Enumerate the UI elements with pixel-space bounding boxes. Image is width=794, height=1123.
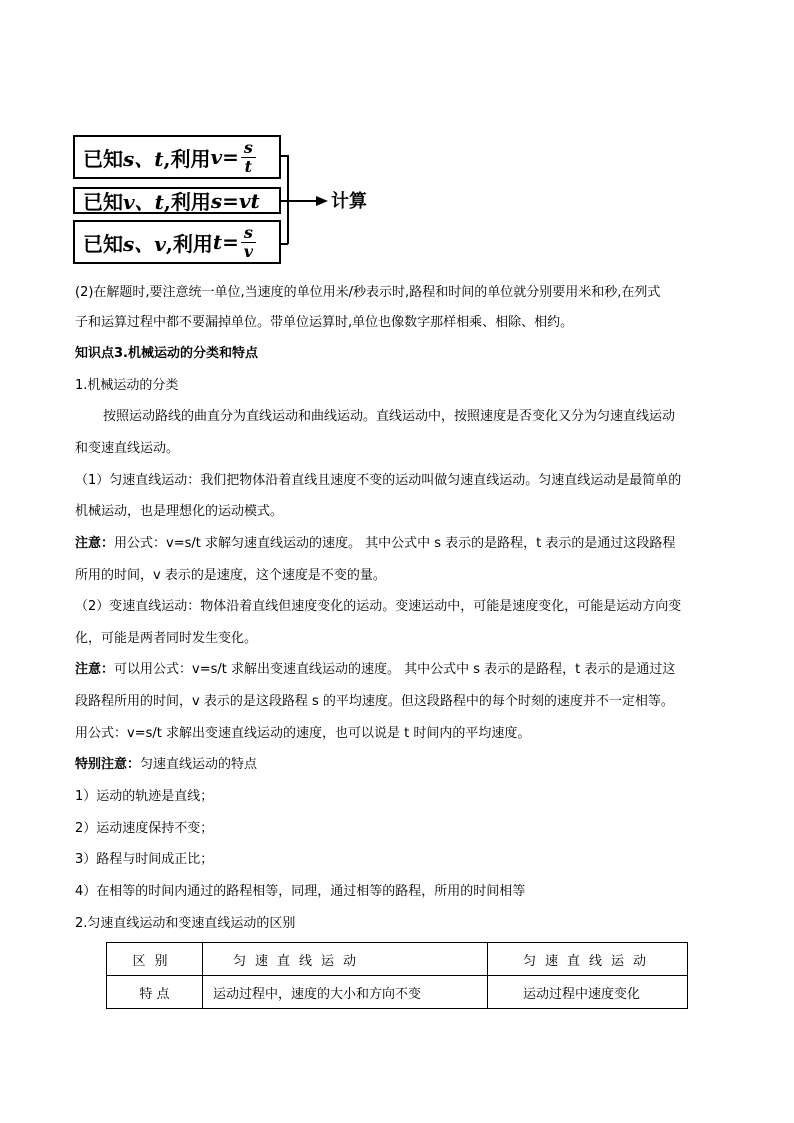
para-note-variable-1 xyxy=(75,662,675,678)
list-item: 4）在相等的时间内通过的路程相等，同理，通过相等的路程，所用的时间相等 xyxy=(75,884,526,899)
note-label: 注意： xyxy=(75,662,115,677)
box1-numerator: s xyxy=(241,140,256,158)
box1-lhs: v= xyxy=(210,145,239,169)
para-special-note xyxy=(75,757,257,773)
table-row xyxy=(107,976,688,1009)
section-heading: 知识点3.机械运动的分类和特点 xyxy=(75,346,258,361)
box3-prefix: 已知 xyxy=(83,231,123,256)
box3-denominator: v xyxy=(243,241,254,261)
note-label: 注意： xyxy=(75,536,115,551)
para-unit-note-1: (2)在解题时,要注意统一单位,当速度的单位用米/秒表示时,路程和时间的单位就分别要用米和秒,在列式 xyxy=(75,285,661,300)
special-note-text: 匀速直线运动的特点 xyxy=(140,757,258,772)
box2-vars: v、t xyxy=(123,190,164,214)
note-text: 用公式：v=s/t 求解匀速直线运动的速度。 其中公式中 s 表示的是路程，t 表示的是通过这段路程 xyxy=(114,536,676,551)
para-note-uniform-1 xyxy=(75,536,675,552)
para-classification-1: 按照运动路线的曲直分为直线运动和曲线运动。直线运动中，按照速度是否变化又分为匀速直线运动 xyxy=(103,409,676,424)
table-cell: 特 点 xyxy=(107,976,203,1009)
table-header-cell: 区别 xyxy=(107,943,203,976)
box2-formula: s=vt xyxy=(210,188,260,213)
list-item: 1）运动的轨迹是直线； xyxy=(75,789,214,804)
box1-prefix: 已知 xyxy=(83,146,123,171)
table-cell: 运动过程中速度变化 xyxy=(488,976,688,1009)
box1-fraction xyxy=(241,137,256,176)
box1-vars: s、t xyxy=(123,146,164,171)
note-text: 可以用公式：v=s/t 求解出变速直线运动的速度。 其中公式中 s 表示的是路程，t 表示的是通过这 xyxy=(114,662,676,677)
box3-vars: s、v xyxy=(123,231,166,256)
box2-prefix: 已知 xyxy=(83,190,123,214)
para-uniform-1: （1）匀速直线运动：我们把物体沿着直线且速度不变的运动叫做匀速直线运动。匀速直线运动是最简单的 xyxy=(75,473,682,488)
box3-lhs: t= xyxy=(212,230,239,254)
box3-fraction xyxy=(241,222,256,261)
table-row xyxy=(107,943,688,976)
para-uniform-2: 机械运动，也是理想化的运动模式。 xyxy=(75,504,284,519)
para-unit-note-2: 子和运算过程中都不要漏掉单位。带单位运算时,单位也像数字那样相乘、相除、相约。 xyxy=(75,315,574,330)
para-note-uniform-2: 所用的时间，v 表示的是速度，这个速度是不变的量。 xyxy=(75,568,386,583)
subheading-classification: 1.机械运动的分类 xyxy=(75,378,179,393)
formula-box-distance xyxy=(73,187,281,214)
box3-mid: ,利用 xyxy=(165,231,213,256)
para-note-variable-2: 段路程所用的时间，v 表示的是这段路程 s 的平均速度。但这段路程中的每个时刻的速度并不一定相等。 xyxy=(75,694,674,709)
special-note-label: 特别注意： xyxy=(75,757,141,772)
box2-mid: ,利用 xyxy=(163,190,211,214)
box3-numerator: s xyxy=(241,225,256,243)
connector-vertical xyxy=(287,155,289,244)
table-cell: 运动过程中，速度的大小和方向不变 xyxy=(203,976,488,1009)
formula-box-time xyxy=(73,220,281,264)
formula-box-velocity xyxy=(73,135,281,179)
para-variable-2: 化，可能是两者同时发生变化。 xyxy=(75,631,258,646)
para-variable-1: （2）变速直线运动：物体沿着直线但速度变化的运动。变速运动中，可能是速度变化，可能是运动方向变 xyxy=(75,599,682,614)
para-note-variable-3: 用公式：v=s/t 求解出变速直线运动的速度，也可以说是 t 时间内的平均速度。 xyxy=(75,726,531,741)
table-header-cell: 匀速直线运动 xyxy=(203,943,488,976)
arrow-right-icon xyxy=(316,196,328,206)
list-item: 3）路程与时间成正比； xyxy=(75,852,214,867)
calc-label: 计算 xyxy=(331,191,367,212)
para-classification-2: 和变速直线运动。 xyxy=(75,441,180,456)
list-item: 2）运动速度保持不变； xyxy=(75,821,214,836)
box1-denominator: t xyxy=(244,156,253,176)
box1-mid: ,利用 xyxy=(163,146,211,171)
comparison-table xyxy=(106,942,688,1009)
subheading-difference: 2.匀速直线运动和变速直线运动的区别 xyxy=(75,916,296,931)
table-header-cell: 匀速直线运动 xyxy=(488,943,688,976)
